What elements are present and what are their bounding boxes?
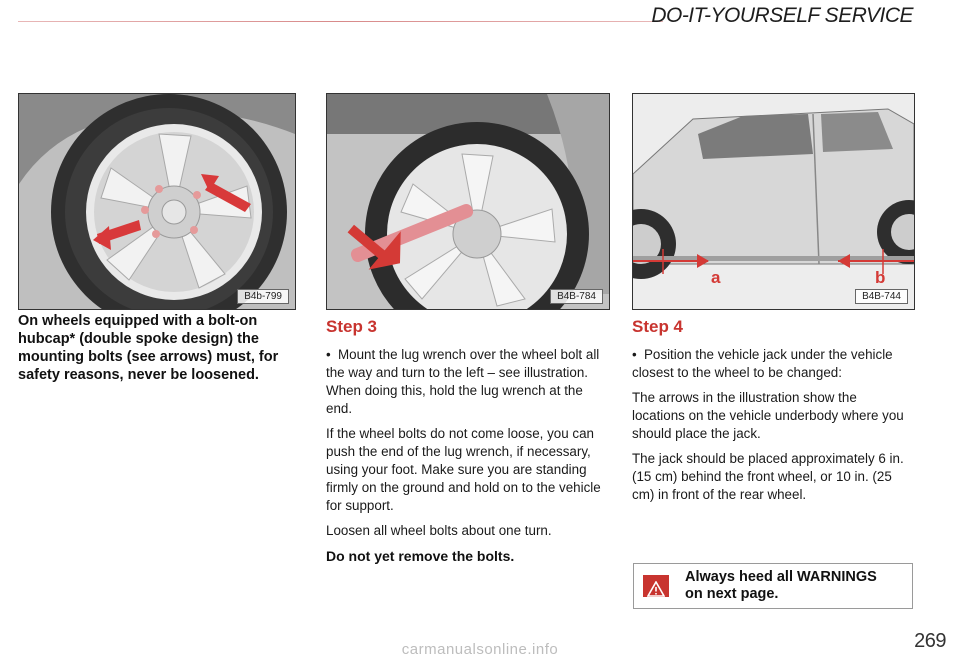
step-3-bold-note: Do not yet remove the bolts. <box>326 548 515 564</box>
figure-hubcap-wheel <box>18 93 296 310</box>
figure-jack-points <box>632 93 915 310</box>
step-3-text-2: If the wheel bolts do not come loose, you can push the end of the lug wrench, if necessary, using your foot. Make sure you are standing firmly on the ground and hold on to the vehicle for support. <box>326 426 601 513</box>
warning-line-2: on next page. <box>685 586 779 602</box>
step-4-text-1: Position the vehicle jack under the vehicle closest to the wheel to be changed: <box>632 347 893 380</box>
step-3-paragraph <box>326 346 606 418</box>
hubcap-wheel-illustration <box>19 94 295 309</box>
warning-triangle-icon <box>643 575 669 597</box>
step-3-text-1: Mount the lug wrench over the wheel bolt all the way and turn to the left – see illustration. When doing this, hold the lug wrench at the end. <box>326 347 600 416</box>
page-header-title: DO-IT-YOURSELF SERVICE <box>651 4 913 27</box>
warning-line-1: Always heed all WARNINGS <box>685 569 877 585</box>
footer-watermark: carmanualsonline.info <box>401 641 559 658</box>
warning-triangle-glyph <box>647 581 665 597</box>
step-3-title: Step 3 <box>326 317 378 336</box>
step-4-column <box>632 318 912 511</box>
figure-caption-hubcap-warning: On wheels equipped with a bolt-on hubcap* (double spoke design) the mounting bolts (see arrows) must, for safety reasons, never be loosened. <box>18 313 279 383</box>
bullet-icon: • <box>632 347 637 362</box>
step-4-title: Step 4 <box>632 317 684 336</box>
figure-lug-wrench <box>326 93 610 310</box>
bullet-icon: • <box>326 347 331 362</box>
step-3-text-3: Loosen all wheel bolts about one turn. <box>326 523 552 538</box>
car-side-illustration <box>633 94 914 309</box>
step-4-text-3: The jack should be placed approximately 6 in. (15 cm) behind the front wheel, or 10 in. (25 cm) in front of the rear wheel. <box>632 451 904 502</box>
header-rule <box>18 21 663 22</box>
warning-text <box>685 569 877 603</box>
figure-code-label: B4B-744 <box>855 289 908 304</box>
figure-code-label: B4B-784 <box>550 289 603 304</box>
figure-code-label: B4b-799 <box>237 289 289 304</box>
step-4-text-2: The arrows in the illustration show the locations on the vehicle underbody where you should place the jack. <box>632 390 904 441</box>
jack-point-label-b: b <box>875 268 886 287</box>
page-number: 269 <box>914 630 946 652</box>
jack-point-label-a: a <box>711 268 721 287</box>
lug-wrench-illustration <box>327 94 609 309</box>
step-4-paragraph <box>632 346 912 382</box>
warning-box <box>633 563 913 609</box>
step-3-column <box>326 318 606 572</box>
